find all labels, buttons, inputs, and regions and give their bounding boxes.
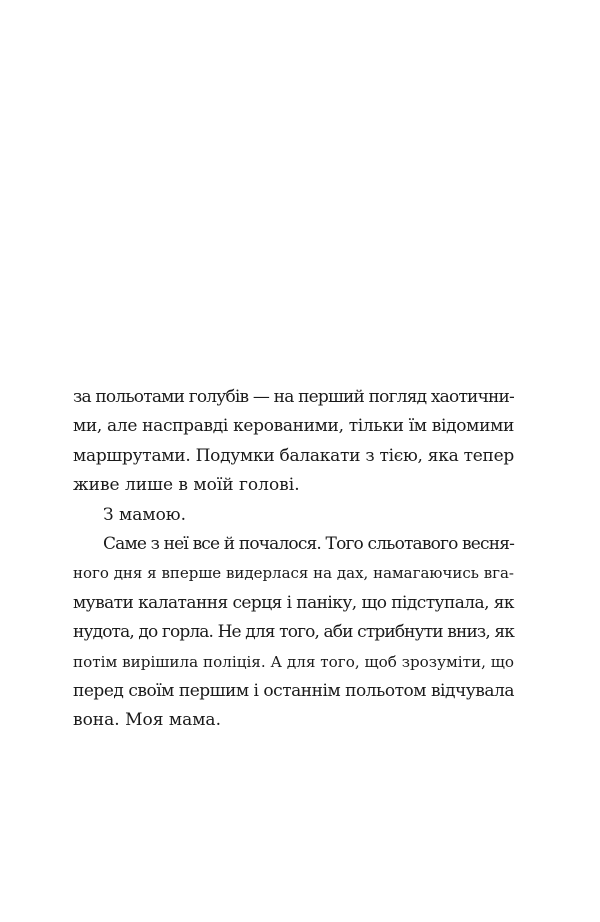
text-line: ми, але насправді керованими, тільки їм відомими [73, 416, 514, 437]
text-line: потім вирішила поліція. А для того, щоб зрозуміти, що [73, 652, 514, 671]
paragraph-3 [73, 530, 514, 736]
text-line: живе лише в моїй голові. [73, 475, 300, 496]
text-line: ного дня я вперше видерлася на дах, намагаючись вга- [73, 564, 514, 583]
paragraph-1 [73, 383, 514, 501]
text-line: Саме з неї все й почалося. Того сльотавого весня- [103, 533, 515, 554]
text-line: вона. Моя мама. [73, 710, 221, 731]
paragraph-2 [73, 501, 514, 530]
text-line: перед своїм першим і останнім польотом відчувала [73, 680, 514, 701]
text-line: мувати калатання серця і паніку, що підступала, як [73, 592, 514, 613]
text-line: нудота, до горла. Не для того, аби стрибнути вниз, як [73, 622, 514, 643]
text-line: за польотами голубів — на перший погляд хаотични- [73, 387, 515, 407]
body-text [73, 383, 514, 736]
text-line: маршрутами. Подумки балакати з тією, яка тепер [73, 445, 515, 466]
text-line: З мамою. [103, 504, 187, 525]
